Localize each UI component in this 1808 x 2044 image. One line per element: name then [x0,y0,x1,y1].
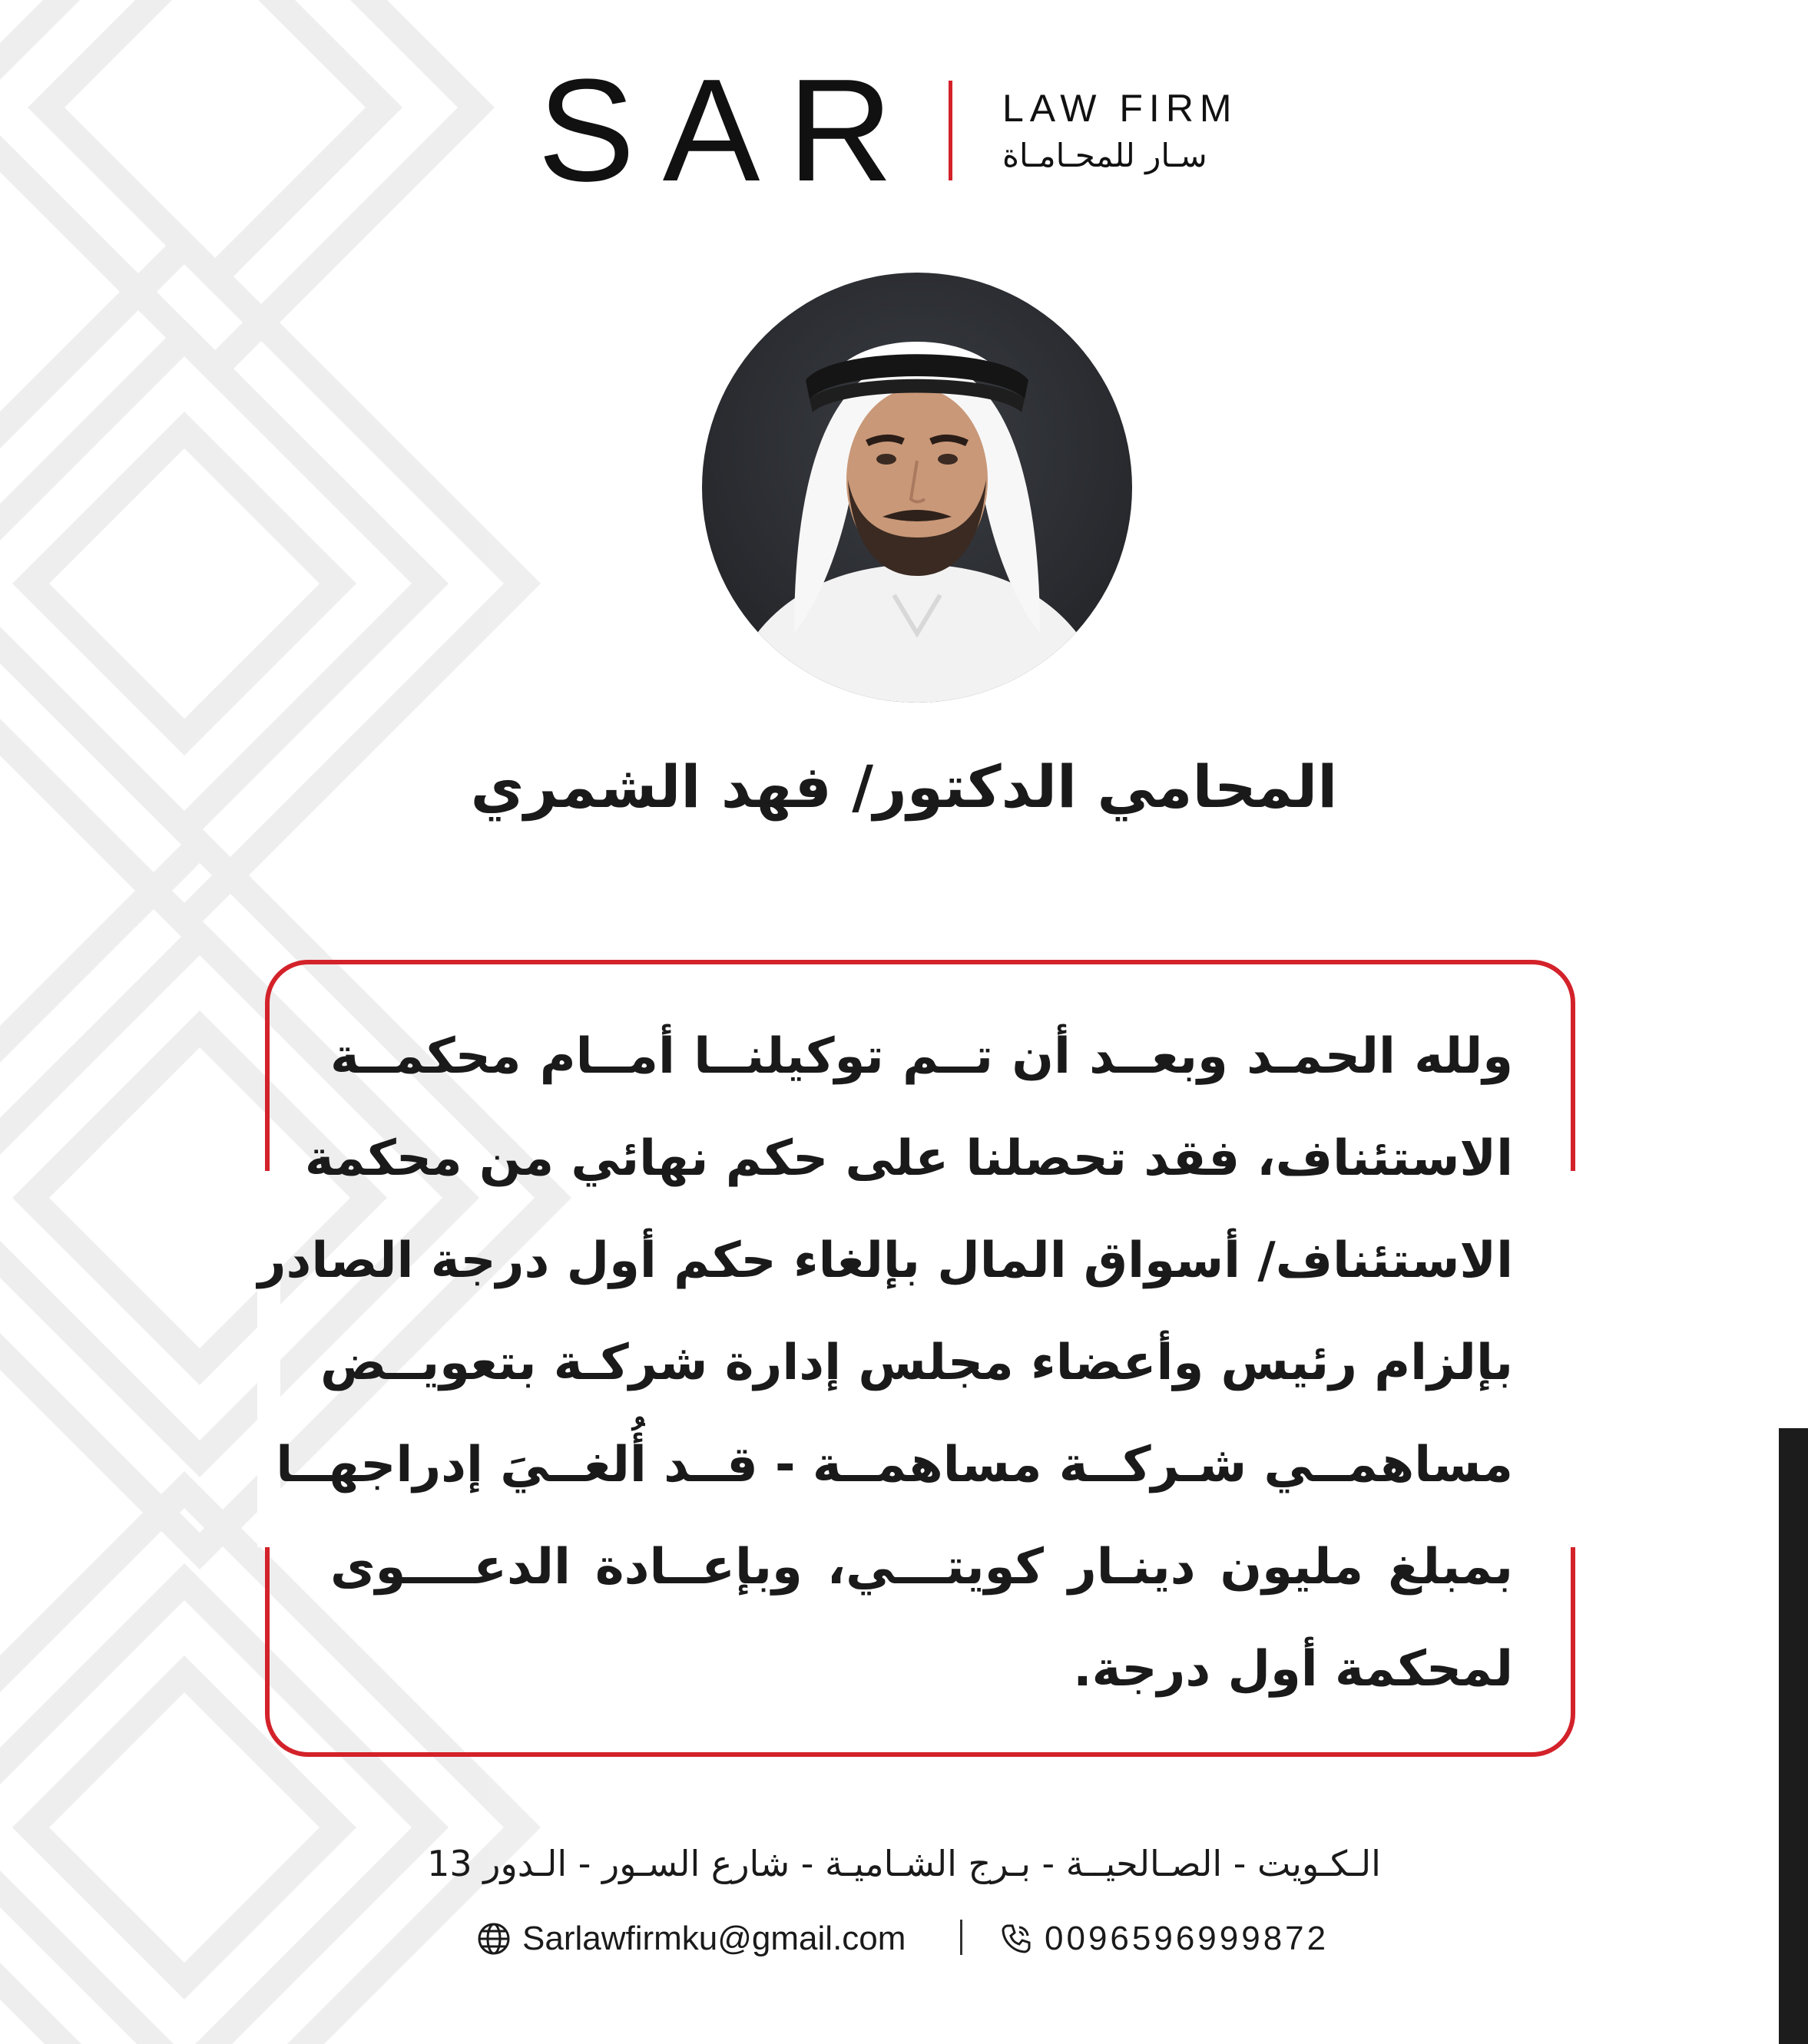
contact-divider [960,1920,962,1955]
logo-divider [949,81,952,180]
announcement-line: الاستئناف، فقد تحصلنا على حكم نهائي من محكمة [304,1130,1513,1187]
announcement-line: بمبلغ مليون دينـار كويتـــي، وبإعــادة الدعــــوى [330,1539,1513,1596]
phone-contact[interactable] [998,1912,1329,1966]
phone-number[interactable]: 0096596999872 [1045,1920,1330,1957]
box-border-gap-right [1561,1171,1584,1547]
announcement-line: بإلزام رئيس وأعضاء مجلس إدارة شركـة بتعويــض [320,1335,1513,1391]
person-portrait-icon [702,273,1132,703]
email-contact[interactable] [476,1912,906,1966]
firm-logo [538,49,1290,212]
email-address[interactable]: Sarlawfirmku@gmail.com [522,1920,906,1957]
lawyer-portrait [702,273,1132,703]
logo-mark: SAR [538,49,921,212]
phone-icon [998,1921,1034,1956]
office-address: الـكـويت - الصـالحيــة - بـرج الشـاميـة - شارع السـور - الـدور 13 [427,1843,1381,1884]
announcement-line: مساهمــي شـركــة مساهمــة - قــد أُلغــيَ إدراجهــا [276,1437,1513,1493]
logo-tagline-ar: سـار للمحـامـاة [1002,137,1207,174]
announcement-line: لمحكمة أول درجة. [1073,1641,1513,1698]
right-edge-bar [1779,1428,1808,2044]
lawyer-name: المحامي الدكتور/ فهد الشمري [470,752,1338,821]
contact-info [461,1912,1352,1966]
logo-tagline-en: LAW FIRM [1002,87,1238,130]
announcement-line: ولله الحمـد وبعــد أن تــم توكيلنــا أمــام محكمــة [330,1028,1513,1085]
announcement-text [257,1006,1513,1721]
announcement-line: الاستئناف/ أسواق المال بإلغاء حكم أول درجة الصادر [257,1232,1513,1289]
globe-icon [476,1921,512,1956]
